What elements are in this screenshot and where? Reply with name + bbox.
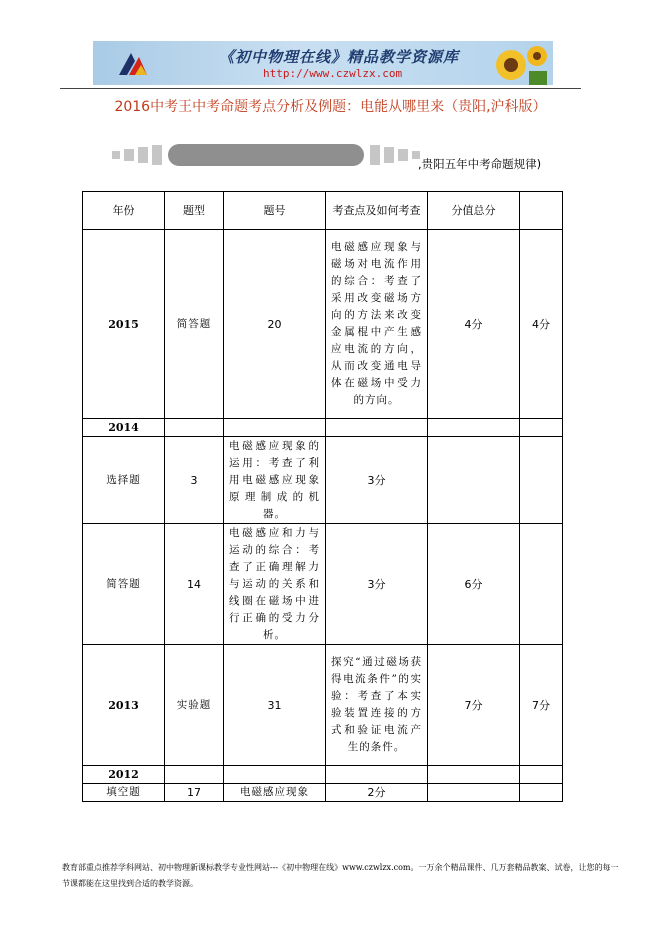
header-cell (520, 192, 563, 230)
section-heading-bar (112, 143, 422, 167)
banner-title: 《初中物理在线》精品教学资源库 (219, 48, 460, 66)
table-cell: 电磁感应现象 (224, 784, 326, 802)
table-row (83, 645, 563, 766)
header-cell: 题号 (224, 192, 326, 230)
table-cell: 2分 (326, 784, 428, 802)
table-cell (224, 419, 326, 437)
table-cell: 选择题 (83, 437, 165, 524)
table-cell (428, 784, 520, 802)
table-cell: 探究“通过磁场获得电流条件”的实验：考查了本实验装置连接的方式和验证电流产生的条件。 (326, 645, 428, 766)
header-cell: 题型 (165, 192, 224, 230)
table-header-row (83, 192, 563, 230)
banner-url[interactable]: http://www.czwlzx.com (263, 67, 403, 80)
exam-analysis-table (82, 191, 563, 802)
table-cell: 17 (165, 784, 224, 802)
table-cell (520, 524, 563, 645)
table-cell: 2015 (83, 230, 165, 419)
table-cell: 14 (165, 524, 224, 645)
table-row (83, 419, 563, 437)
table-cell: 简答题 (165, 230, 224, 419)
header-cell: 考查点及如何考查 (326, 192, 428, 230)
table-cell (520, 784, 563, 802)
table-row (83, 524, 563, 645)
table-row (83, 766, 563, 784)
table-cell (326, 766, 428, 784)
table-cell (520, 419, 563, 437)
header-rule (60, 88, 581, 89)
table-row (83, 437, 563, 524)
section-heading-text: ,贵阳五年中考命题规律) (418, 157, 542, 171)
table-cell: 2014 (83, 419, 165, 437)
table-cell: 20 (224, 230, 326, 419)
table-cell (428, 419, 520, 437)
table-cell: 3 (165, 437, 224, 524)
site-logo-icon (115, 45, 151, 81)
table-cell: 31 (224, 645, 326, 766)
table-cell: 电磁感应现象的运用：考查了利用电磁感应现象原理制成的机器。 (224, 437, 326, 524)
table-cell: 4分 (520, 230, 563, 419)
document-title: 2016中考王中考命题考点分析及例题：电能从哪里来（贵阳,沪科版） (114, 99, 547, 115)
table-cell (428, 437, 520, 524)
table-cell: 2013 (83, 645, 165, 766)
table-cell: 电磁感应和力与运动的综合：考查了正确理解力与运动的关系和线圈在磁场中进行正确的受力分析。 (224, 524, 326, 645)
table-cell (165, 766, 224, 784)
header-cell: 分值总分 (428, 192, 520, 230)
sunflower-icon (489, 43, 549, 85)
table-cell (224, 766, 326, 784)
table-cell (520, 766, 563, 784)
table-row (83, 230, 563, 419)
table-cell: 3分 (326, 437, 428, 524)
table-cell: 电磁感应现象与磁场对电流作用的综合：考查了采用改变磁场方向的方法来改变金属棍中产生感应电流的方向，从而改变通电导体在磁场中受力的方向。 (326, 230, 428, 419)
table-cell: 2012 (83, 766, 165, 784)
table-cell: 7分 (428, 645, 520, 766)
header-cell: 年份 (83, 192, 165, 230)
table-cell: 6分 (428, 524, 520, 645)
table-cell (428, 766, 520, 784)
table-cell: 7分 (520, 645, 563, 766)
table-cell: 填空题 (83, 784, 165, 802)
table-cell: 4分 (428, 230, 520, 419)
table-row (83, 784, 563, 802)
table-cell (520, 437, 563, 524)
table-cell: 简答题 (83, 524, 165, 645)
page-footer: 教育部重点推荐学科网站、初中物理新课标教学专业性网站---《初中物理在线》www.czwlzx.com。一万余个精品课件、几万套精品教案、试卷，让您的每一节课都能在这里找到合适的教学资源。 (62, 863, 619, 888)
table-cell: 实验题 (165, 645, 224, 766)
site-banner[interactable] (93, 41, 553, 85)
table-cell (165, 419, 224, 437)
table-cell: 3分 (326, 524, 428, 645)
table-cell (326, 419, 428, 437)
